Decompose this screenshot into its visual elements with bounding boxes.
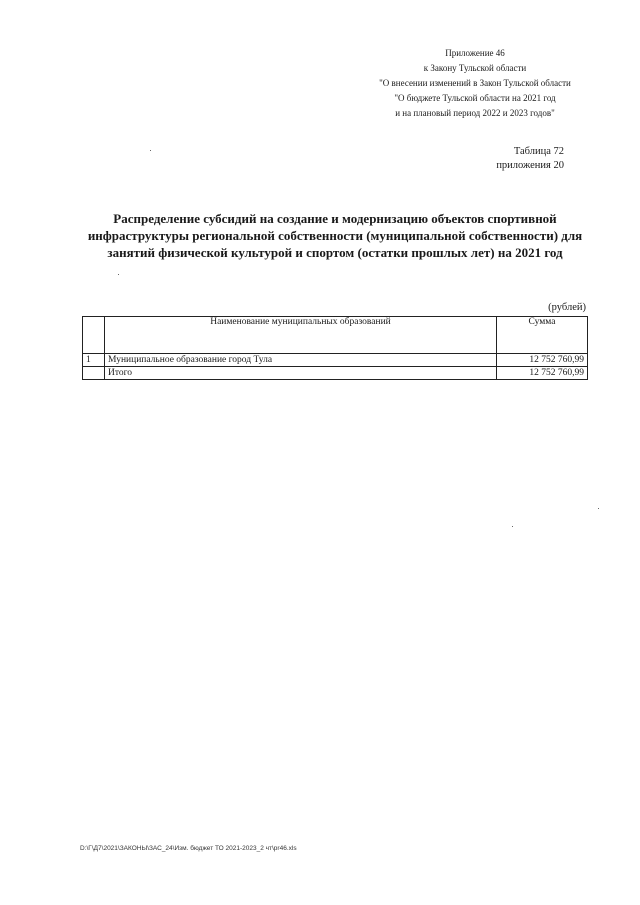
appendix-line: "О бюджете Тульской области на 2021 год [394,93,556,103]
file-path-footer: D:\Г\Д7\2021\ЗАКОНЫ\ЗАС_24\Изм. бюджет ТО 2021-2023_2 чт\pr46.xls [80,845,297,852]
title-line: инфраструктуры региональной собственности (муниципальной собственности) для [87,228,583,243]
header-name: Наименование муниципальных образований [105,317,497,354]
appendix-line: "О внесении изменений в Закон Тульской области [379,78,571,88]
row-num: 1 [83,354,105,367]
appendix-line: к Закону Тульской области [423,63,527,73]
table-reference-line: приложения 20 [496,160,564,171]
table-reference [496,145,564,173]
scan-speck [512,526,513,527]
row-name: Муниципальное образование город Тула [105,354,497,367]
document-title [80,210,590,261]
row-num [83,367,105,380]
appendix-line: и на плановый период 2022 и 2023 годов" [395,108,555,118]
row-sum: 12 752 760,99 [497,354,588,367]
header-sum: Сумма [497,317,588,354]
units-label: (рублей) [548,302,586,313]
scan-speck [598,508,599,509]
appendix-header [360,46,590,121]
header-num [83,317,105,354]
scan-speck [118,274,119,275]
scan-speck [150,150,151,151]
table-row [83,354,588,367]
title-line: Распределение субсидий на создание и модернизацию объектов спортивной [113,211,557,226]
total-row [83,367,588,380]
appendix-line: Приложение 46 [445,48,505,58]
title-line: занятий физической культурой и спортом (остатки прошлых лет) на 2021 год [107,245,563,260]
table-reference-line: Таблица 72 [513,146,564,157]
table-header-row [83,317,588,354]
row-name: Итого [105,367,497,380]
row-sum: 12 752 760,99 [497,367,588,380]
subsidy-table [82,316,588,380]
